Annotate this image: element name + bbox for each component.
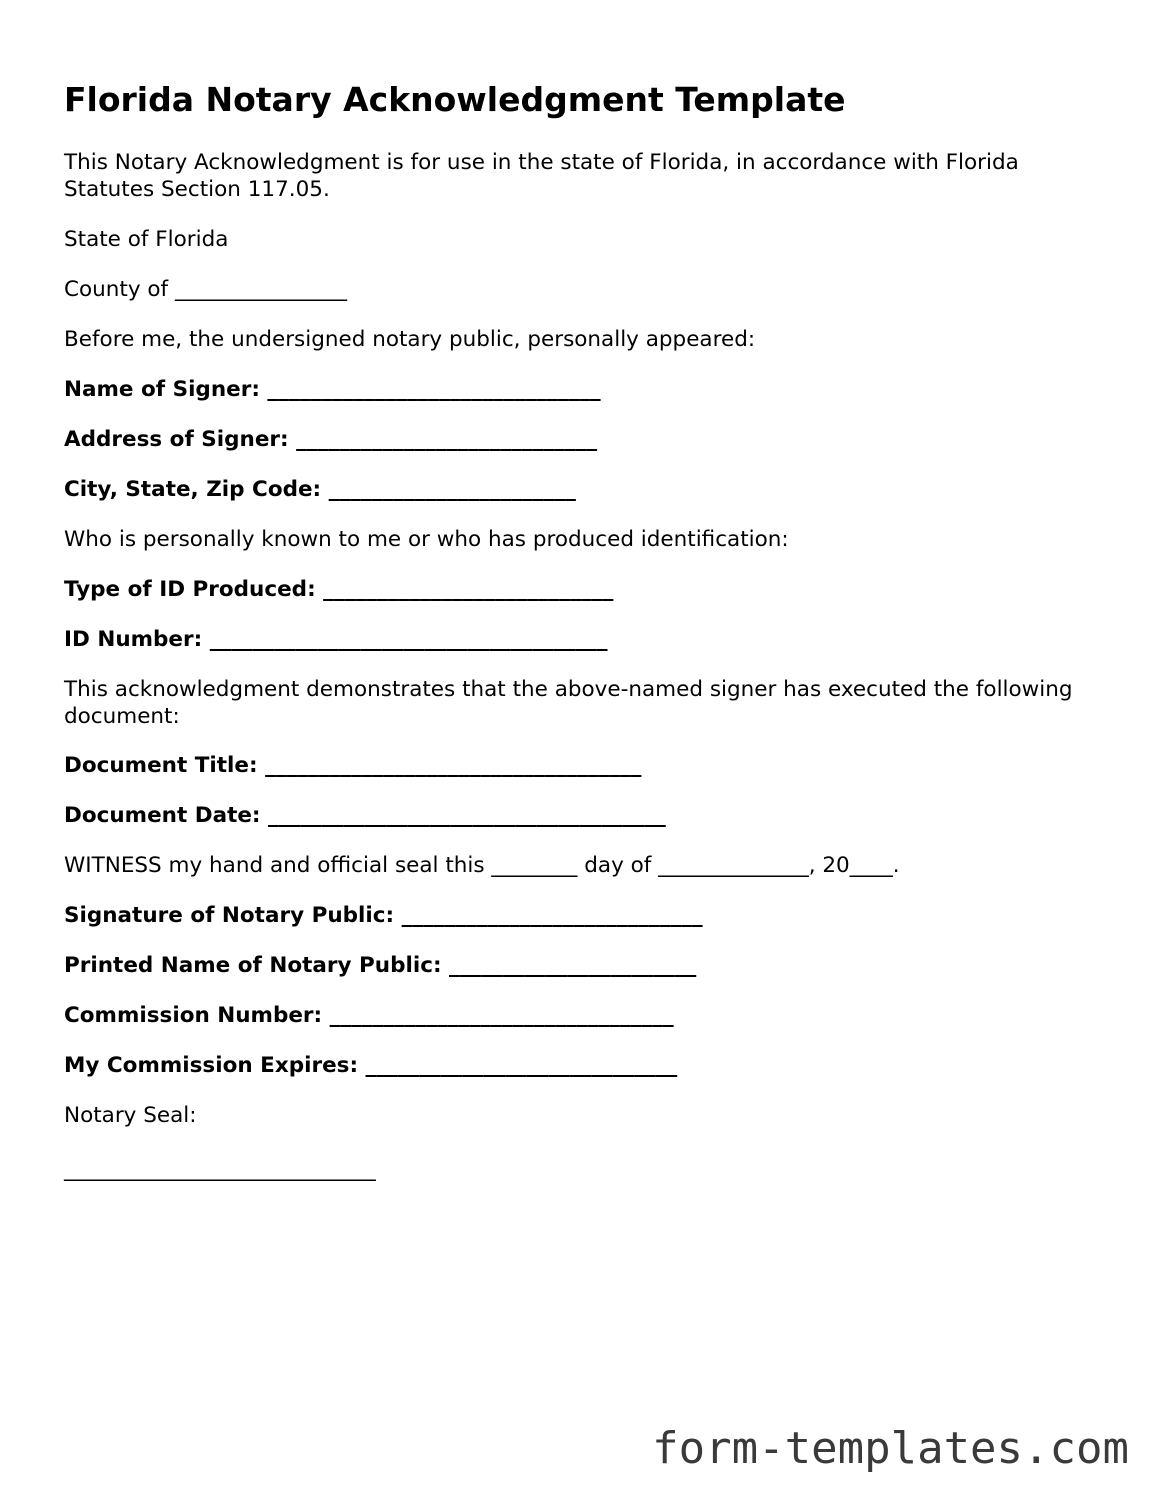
- state-line: State of Florida: [64, 227, 229, 252]
- notary-seal-label: Notary Seal:: [64, 1103, 197, 1128]
- intro-paragraph: This Notary Acknowledgment is for use in the state of Florida, in accordance with Florida Statutes Section 117.05.: [64, 150, 1019, 202]
- document-title-field: Document Title: ___________________________________: [64, 753, 642, 778]
- name-of-signer-field: Name of Signer: _______________________________: [64, 377, 601, 402]
- address-of-signer-field: Address of Signer: ____________________________: [64, 427, 598, 452]
- id-number-field: ID Number: _____________________________________: [64, 627, 608, 652]
- notary-seal-line: _____________________________: [64, 1157, 376, 1182]
- watermark: form-templates.com: [652, 1423, 1129, 1474]
- personally-known-text: Who is personally known to me or who has produced identification:: [64, 527, 789, 552]
- before-me-text: Before me, the undersigned notary public, personally appeared:: [64, 327, 756, 352]
- document-date-field: Document Date: _____________________________________: [64, 803, 666, 828]
- commission-number-field: Commission Number: ________________________________: [64, 1003, 674, 1028]
- signature-of-notary-field: Signature of Notary Public: ____________________________: [64, 903, 703, 928]
- witness-line: WITNESS my hand and official seal this ________ day of ______________, 20____.: [64, 853, 900, 878]
- page-title: Florida Notary Acknowledgment Template: [64, 80, 846, 119]
- city-state-zip-field: City, State, Zip Code: _______________________: [64, 477, 576, 502]
- type-of-id-field: Type of ID Produced: ___________________________: [64, 577, 614, 602]
- printed-name-of-notary-field: Printed Name of Notary Public: _______________________: [64, 953, 697, 978]
- commission-expires-field: My Commission Expires: _____________________________: [64, 1053, 678, 1078]
- county-field: County of ________________: [64, 277, 347, 302]
- acknowledgment-paragraph: This acknowledgment demonstrates that the above-named signer has executed the following document:: [64, 677, 1073, 729]
